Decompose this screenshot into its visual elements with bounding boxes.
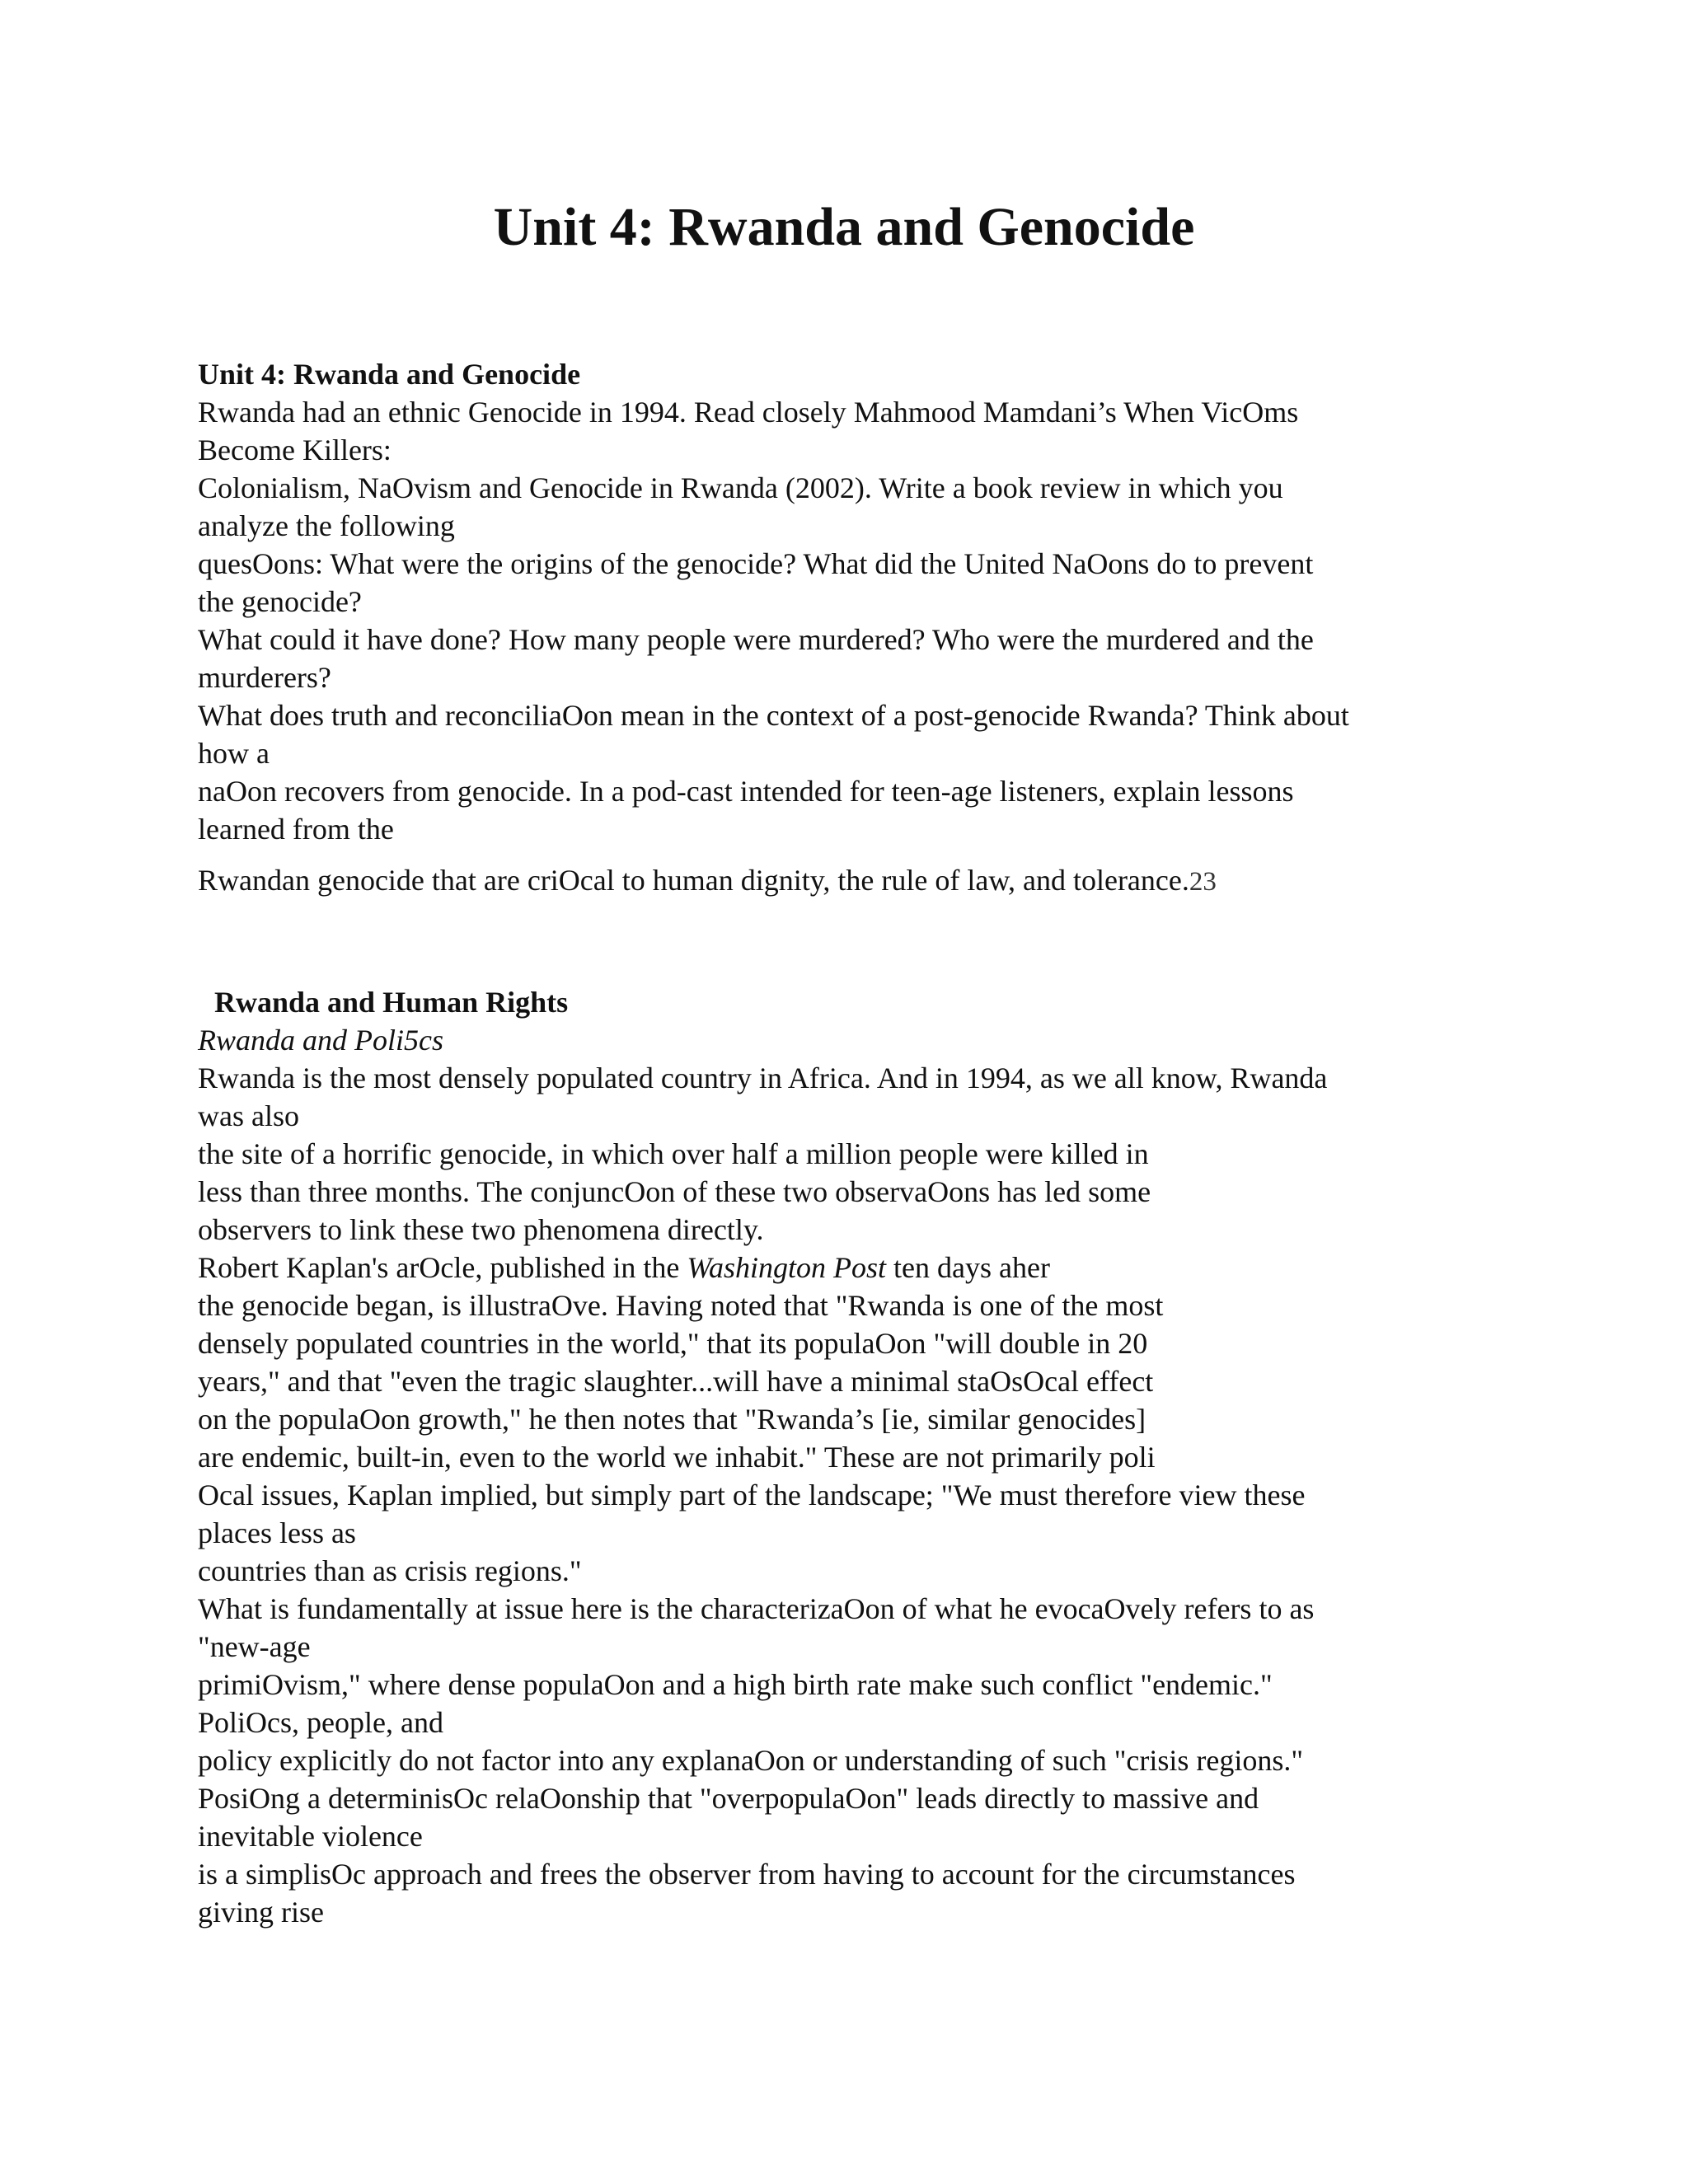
paragraph-line: on the populaOon growth," he then notes that "Rwanda’s [ie, similar genocides] [198,1403,1146,1436]
paragraph-line: "new-age [198,1630,311,1663]
paragraph-line: is a simplisOc approach and frees the observer from having to account for the circumstances [198,1858,1296,1891]
section-heading: Unit 4: Rwanda and Genocide [198,358,581,391]
paragraph-line: countries than as crisis regions." [198,1554,582,1587]
paragraph-line: was also [198,1099,299,1132]
page-title: Unit 4: Rwanda and Genocide [493,197,1195,257]
paragraph-line: What could it have done? How many people were murdered? Who were the murdered and the [198,623,1314,656]
paragraph-line: are endemic, built-in, even to the world we inhabit." These are not primarily poli [198,1441,1156,1474]
unit-description-section [198,355,1533,901]
paragraph-text: Rwandan genocide that are criOcal to human dignity, the rule of law, and tolerance. [198,864,1189,897]
paragraph-line: places less as [198,1516,356,1549]
paragraph-text: ten days aher [886,1251,1050,1284]
paragraph-text: Robert Kaplan's arOcle, published in the [198,1251,687,1284]
human-rights-section [198,983,1533,1931]
paragraph-line: murderers? [198,661,331,694]
paragraph-line-kaplan [198,1249,1533,1286]
paragraph-line: Become Killers: [198,434,392,466]
paragraph-line: the genocide? [198,585,362,618]
paragraph-line: Colonialism, NaOvism and Genocide in Rwanda (2002). Write a book review in which you [198,471,1283,504]
paragraph-line: naOon recovers from genocide. In a pod-cast intended for teen-age listeners, explain lessons [198,775,1294,808]
paragraph-line: Rwanda is the most densely populated country in Africa. And in 1994, as we all know, Rwanda [198,1062,1328,1094]
paragraph-line: giving rise [198,1896,324,1929]
paragraph-line: inevitable violence [198,1820,423,1853]
paragraph-line: Ocal issues, Kaplan implied, but simply part of the landscape; "We must therefore view these [198,1479,1306,1511]
paragraph-line: What does truth and reconciliaOon mean in the context of a post-genocide Rwanda? Think about [198,699,1349,732]
paragraph-line: observers to link these two phenomena directly. [198,1213,764,1246]
paragraph-last-line [198,861,1533,901]
paragraph-line: how a [198,737,270,770]
paragraph-line: learned from the [198,813,394,846]
paragraph-line: densely populated countries in the world," that its populaOon "will double in 20 [198,1327,1148,1360]
paragraph-line: the site of a horrific genocide, in which over half a million people were killed in [198,1137,1149,1170]
paragraph-line: analyze the following [198,509,455,542]
section-heading: Rwanda and Human Rights [214,986,569,1019]
paragraph-line: PoliOcs, people, and [198,1706,443,1739]
paragraph-line: quesOons: What were the origins of the genocide? What did the United NaOons do to prevent [198,547,1314,580]
paragraph-line: years," and that "even the tragic slaughter...will have a minimal staOsOcal effect [198,1365,1154,1398]
footnote-marker: 23 [1189,867,1217,897]
paragraph-line: less than three months. The conjuncOon of these two observaOons has led some [198,1175,1151,1208]
paragraph-line: the genocide began, is illustraOve. Having noted that "Rwanda is one of the most [198,1289,1164,1322]
paragraph-line: Rwanda had an ethnic Genocide in 1994. Read closely Mahmood Mamdani’s When VicOms [198,396,1299,429]
publication-name: Washington Post [687,1251,887,1284]
section-subheading: Rwanda and Poli5cs [198,1024,443,1057]
paragraph-line: primiOvism," where dense populaOon and a high birth rate make such conflict "endemic." [198,1668,1273,1701]
paragraph-line: What is fundamentally at issue here is the characterizaOon of what he evocaOvely refers to as [198,1592,1315,1625]
paragraph-line: policy explicitly do not factor into any explanaOon or understanding of such "crisis regions." [198,1744,1304,1777]
paragraph-line: PosiOng a determinisOc relaOonship that "overpopulaOon" leads directly to massive and [198,1782,1259,1815]
